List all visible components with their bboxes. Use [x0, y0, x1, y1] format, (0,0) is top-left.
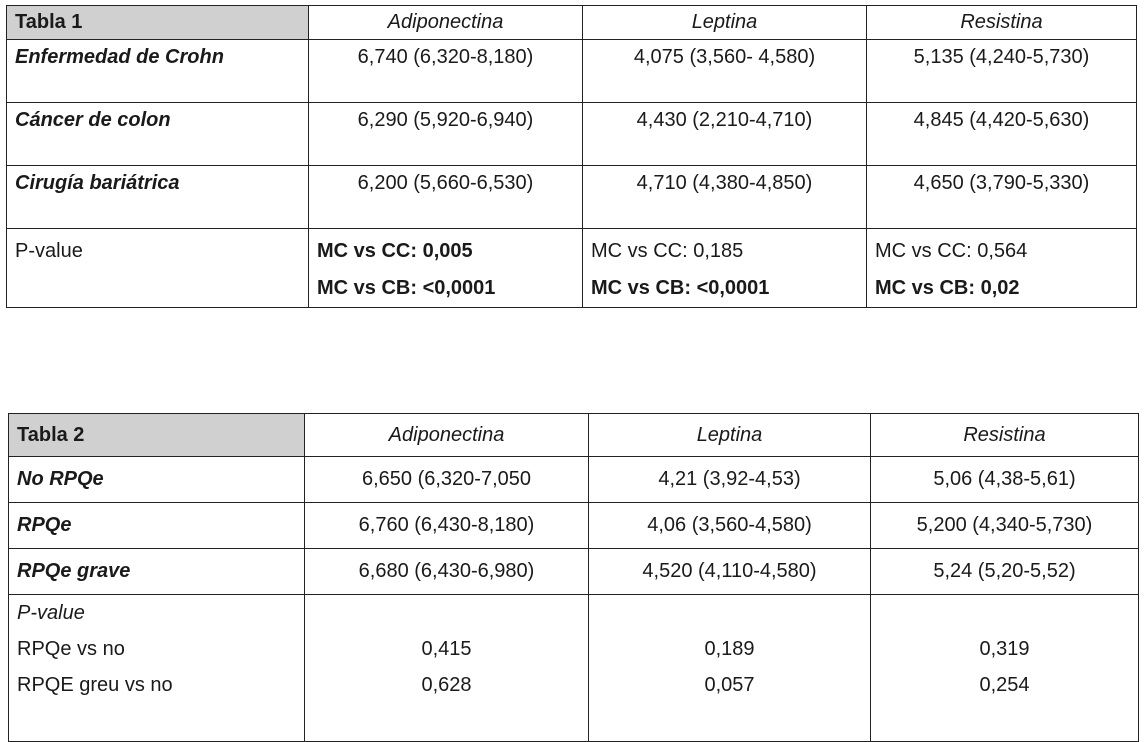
table-2-header-row: [9, 414, 1139, 457]
pvalue-cell: [871, 595, 1139, 742]
pvalue-line: MC vs CC: 0,005: [317, 240, 473, 262]
pvalue-line: MC vs CC: 0,564: [875, 240, 1028, 262]
pvalue-line-prefix: MC vs CB:: [875, 277, 981, 299]
table-row: [7, 103, 1137, 166]
cell-value: 4,845 (4,420-5,630): [867, 103, 1137, 166]
pvalue-value: 0,254: [979, 674, 1030, 696]
table-2-col-leptina: Leptina: [589, 414, 871, 457]
cell-value: 4,430 (2,210-4,710): [583, 103, 867, 166]
pvalue-line: [875, 270, 1128, 307]
pvalue-sub-label: RPQe vs no: [17, 638, 125, 660]
cell-value: 6,290 (5,920-6,940): [309, 103, 583, 166]
pvalue-value: 0,628: [421, 674, 472, 696]
pvalue-cell: [305, 595, 589, 742]
pvalue-line: MC vs CC: 0,185: [591, 240, 744, 262]
pvalue-label-text: P-value: [15, 240, 83, 262]
table-2-pvalue-row: [9, 595, 1139, 742]
cell-value: 4,710 (4,380-4,850): [583, 166, 867, 229]
pvalue-cell: [583, 229, 867, 308]
table-row: [7, 40, 1137, 103]
row-label: RPQe grave: [9, 549, 305, 595]
row-label: RPQe: [9, 503, 305, 549]
table-row: [7, 166, 1137, 229]
pvalue-cell: [309, 229, 583, 308]
pvalue-sub-label: RPQE greu vs no: [17, 674, 173, 696]
pvalue-cell: [867, 229, 1137, 308]
pvalue-line: MC vs CB: <0,0001: [317, 277, 496, 299]
pvalue-value: 0,189: [704, 638, 755, 660]
row-label: Enfermedad de Crohn: [7, 40, 309, 103]
cell-value: 5,24 (5,20-5,52): [871, 549, 1139, 595]
table-row: [9, 503, 1139, 549]
cell-value: 4,075 (3,560- 4,580): [583, 40, 867, 103]
table-1-col-resistina: Resistina: [867, 6, 1137, 40]
cell-value: 5,200 (4,340-5,730): [871, 503, 1139, 549]
cell-value: 5,135 (4,240-5,730): [867, 40, 1137, 103]
pvalue-line: MC vs CB: <0,0001: [591, 277, 770, 299]
table-row: [9, 549, 1139, 595]
cell-value: 4,520 (4,110-4,580): [589, 549, 871, 595]
pvalue-label-text: P-value: [17, 602, 85, 624]
table-1-header-row: [7, 6, 1137, 40]
row-label: Cirugía bariátrica: [7, 166, 309, 229]
table-2: [8, 413, 1139, 742]
table-1-col-adiponectina: Adiponectina: [309, 6, 583, 40]
table-2-col-resistina: Resistina: [871, 414, 1139, 457]
cell-value: 6,740 (6,320-8,180): [309, 40, 583, 103]
table-row: [9, 457, 1139, 503]
pvalue-value: 0,057: [704, 674, 755, 696]
cell-value: 6,680 (6,430-6,980): [305, 549, 589, 595]
table-1-pvalue-row: [7, 229, 1137, 308]
pvalue-value: 0,319: [979, 638, 1030, 660]
cell-value: 5,06 (4,38-5,61): [871, 457, 1139, 503]
row-label: Cáncer de colon: [7, 103, 309, 166]
pvalue-cell: [589, 595, 871, 742]
cell-value: 4,06 (3,560-4,580): [589, 503, 871, 549]
table-1-title: Tabla 1: [7, 6, 309, 40]
table-2-col-adiponectina: Adiponectina: [305, 414, 589, 457]
cell-value: 6,200 (5,660-6,530): [309, 166, 583, 229]
table-2-title: Tabla 2: [9, 414, 305, 457]
table-1-col-leptina: Leptina: [583, 6, 867, 40]
cell-value: 6,760 (6,430-8,180): [305, 503, 589, 549]
cell-value: 4,21 (3,92-4,53): [589, 457, 871, 503]
pvalue-value: 0,415: [421, 638, 472, 660]
table-1: [6, 5, 1137, 308]
cell-value: 4,650 (3,790-5,330): [867, 166, 1137, 229]
pvalue-line-value: 0,02: [980, 277, 1020, 299]
row-label: No RPQe: [9, 457, 305, 503]
cell-value: 6,650 (6,320-7,050: [305, 457, 589, 503]
pvalue-label: [9, 595, 305, 742]
pvalue-label: [7, 229, 309, 308]
